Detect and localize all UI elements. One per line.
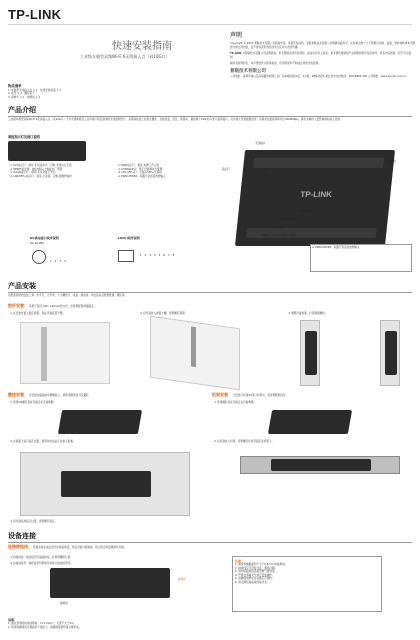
dc-pin-list: [50, 260, 66, 264]
legend-item: ⑧ PWR1/PWR2：双路冗余直流电源输入: [118, 174, 166, 178]
pole-icon: [41, 327, 47, 381]
device-on-wall-icon: [61, 471, 151, 497]
warning-item: 4. 严禁在雷雨天气进行安装操作。: [235, 573, 275, 577]
wall-illustration: [20, 452, 190, 516]
wall-step-1: ① 使用M4螺钉将挂耳固定在设备两侧。: [10, 401, 56, 404]
wall-install-title: 壁挂安装：: [8, 392, 28, 397]
rack-device-illustration: [268, 410, 352, 434]
package-list: [8, 84, 168, 99]
pwr-label: PWR1 (DC 12-48V) / PWR2: [262, 234, 297, 237]
console-label: CONSOLE口: [300, 210, 316, 213]
wall-install-header: [8, 392, 208, 398]
ground-wire-label: 接地线: [60, 602, 68, 605]
dc-ports-title: DC供电接口线序说明: [30, 236, 59, 240]
notes-title: 说明：: [8, 618, 18, 622]
led-label: 指示灯: [222, 168, 230, 171]
lan-pin: 7: [167, 254, 170, 257]
install-tools-text: 可配套使用的安装工具：水平尺、记号笔、十字螺丝刀、电钻、网线钳、冲击钻以及配套胀塞、螺钉等。: [8, 294, 128, 297]
install-title: 产品安装: [8, 282, 412, 293]
ground-title: 连接接地线：: [8, 544, 32, 549]
legend-list-2: [118, 164, 222, 178]
rack-rail-illustration: [240, 456, 400, 474]
pole-step-1: ① 在安装位置上固定抱箍，保证设备底部平整。: [10, 312, 66, 315]
lan-pin: 4: [153, 254, 156, 257]
trademark-text: TP-LINK 为普联技术有限公司注册商标。本手册提及的所有商标，由各自所有人拥有。本手册所提到的产品规格和资讯仅供参考，如有内容更新，恕不另行通知。: [230, 52, 411, 59]
package-item: 3. 保修卡 × 1 · 电源线 × 1: [8, 95, 41, 99]
package-item: 2. 挂耳 × 2 · 螺钉若干: [8, 92, 35, 96]
pole-install-text: 适用于直径为40~120mm的立杆，需使用配套抱箍固定。: [28, 305, 97, 308]
package-item: 1. 车载型无线接入点 × 1 · 快速安装指南 × 1: [8, 88, 62, 92]
rack-install-header: [212, 392, 412, 398]
device-mounted-icon: [305, 331, 317, 375]
legend-item: ⑥ CONSOLE口：用于设备调试与管理: [118, 167, 163, 171]
dc-connector-icon: [32, 250, 46, 264]
lan-pin: 3: [149, 254, 151, 257]
device-front-view: [8, 141, 86, 161]
pole-illustration-2: [150, 316, 240, 391]
lan-label: 10G LAN口: [270, 226, 284, 229]
wall-step-3: ③ 将设备对准钻孔位置，使用螺钉固定。: [10, 520, 58, 523]
pole-step-2: ② 将设备挂入抱箍卡槽，使用螺钉锁紧。: [140, 312, 188, 315]
lan-pin: 1: [140, 254, 142, 257]
legend-item: ④ LAN/SFP+指示灯：常亮-已连接；闪烁-数据传输中: [10, 174, 73, 178]
legend-item: ③ WLAN指示灯：常亮-无线功能已开启: [10, 171, 56, 174]
connect-title: 设备连接: [8, 532, 412, 543]
lan-pin: 8: [172, 254, 175, 257]
pole-illustration-3a: [300, 320, 320, 386]
legend-list: [10, 164, 114, 178]
header-divider: [8, 24, 412, 25]
page-subtitle: 工业级车载型双频Wi-Fi 6无线接入点（双10G口）: [80, 54, 170, 59]
device-mounted-icon: [385, 331, 397, 375]
lan-pin-list: [140, 254, 174, 258]
pole-install-header: [8, 303, 412, 309]
ground-step-2: ② 将接地线另一端连接至机架或车体等已接地的部件。: [10, 562, 73, 565]
warning-box: [232, 556, 382, 612]
ground-text: 设备安装完成后需先连接接地线，保证设备可靠接地，防止雷击等因素损坏设备。: [32, 546, 127, 549]
dc-input-label: DC 12-48V: [30, 242, 44, 245]
panel-title: 面板指示灯及接口说明: [8, 135, 40, 139]
device-in-rack-icon: [271, 459, 371, 471]
rack-install-title: 机架安装：: [212, 392, 232, 397]
device-logo: TP-LINK: [299, 190, 333, 199]
intro-title: 产品介绍: [8, 106, 412, 117]
company-info: 公司地址：深圳市南山区深南路科技园工业厂房24栋南段1层、3-5层、28栋北段1-4层 技术支持热线：400-8863-400 公司网址：www.tp-link.com.cn: [230, 74, 407, 78]
note-text: 除非有特殊约定，本手册仅作为使用指导，所作陈述均不构成任何形式的担保。: [230, 62, 321, 66]
legend-item: ⑤ PWR指示灯：常亮-电源工作正常: [118, 164, 160, 167]
warning-item: 6. 请定期检查接地连接状态。: [235, 580, 270, 584]
warning-title: 注意：: [235, 559, 245, 563]
note-item: 2. 使用屏蔽网线可提高抗干扰能力，请根据现场环境合理布线。: [8, 625, 82, 629]
intro-note-box: [310, 244, 412, 272]
ground-label: 接地柱: [388, 160, 396, 163]
lan-pin: 6: [163, 254, 165, 257]
note-item: 1. 建议使用的接地线规格：3×1.5mm²，长度不大于3m。: [8, 622, 77, 626]
ground-step-1: ① 将接地线一端连接至设备接地柱，并使用螺丝拧紧。: [10, 556, 73, 559]
reset-label: RESET: [262, 168, 271, 171]
sfp-label: 10G SFP+口: [280, 218, 296, 221]
trademark-logo: TP-LINK: [230, 52, 242, 56]
rack-step-2: ② 将设备放入机架，使用螺钉将挂耳固定在机架上。: [214, 440, 275, 443]
pole-install-title: 抱杆安装：: [8, 303, 28, 308]
dc-pin: 1: [50, 260, 52, 263]
page-title: 快速安装指南: [112, 41, 172, 52]
dc-pin: 4: [63, 260, 66, 263]
pole-illustration-3b: [380, 320, 400, 386]
wall-install-text: 可安装在墙面或车厢侧板上，需使用配套挂耳及螺钉。: [28, 394, 92, 397]
warning-item: 1. 请使用横截面积不小于2.5mm²的接地线。: [235, 563, 288, 567]
package-title: 物品清单: [8, 84, 22, 88]
company-name: 普联技术有限公司: [230, 68, 266, 74]
pole-icon: [191, 326, 196, 367]
intro-note-text: ⑧ PWR1/PWR2：双路冗余直流电源输入: [312, 246, 360, 249]
dc-pin: 3: [59, 260, 61, 263]
pole-step-3: ③ 调整设备角度，拧紧抱箍螺丝。: [288, 312, 328, 315]
dc-pin: 2: [54, 260, 57, 263]
statement-title: 声明: [230, 32, 243, 39]
pole-illustration-1: [20, 322, 110, 384]
lan-pin: 5: [158, 254, 161, 257]
rack-install-text: 可安装于标准19英寸机架中，需使用配套挂耳。: [232, 394, 289, 397]
ground-post-label: 接地柱: [178, 578, 186, 581]
lan-pin: 2: [144, 254, 147, 257]
ground-device-illustration: [50, 568, 170, 598]
wall-step-2: ② 在墙面上标记钻孔位置，使用冲击钻钻孔并装入胀塞。: [10, 440, 76, 443]
rj45-connector-icon: [118, 250, 134, 262]
legend-item: ① SYS指示灯：常亮-系统启动中；闪烁-系统运行正常: [10, 164, 72, 167]
device-main-view: [235, 150, 395, 246]
brand-logo: TP-LINK: [8, 7, 62, 22]
statement-block: [230, 32, 416, 78]
warning-item: 2. 接地线应尽量短且直，避免打圈。: [235, 566, 278, 570]
wall-device-illustration: [58, 410, 142, 434]
rack-step-1: ① 使用螺钉将挂耳固定在设备两侧。: [214, 401, 257, 404]
warning-item: 5. 请确保电源电压在额定范围内。: [235, 577, 275, 581]
warning-item: 3. 请勿将接地线连接至燃气管道等。: [235, 570, 278, 574]
legend-item: ⑦ 10G SFP+口：可插入SFP+光模块: [118, 171, 162, 174]
legend-item: ② RESET复位键：按住5秒以上恢复出厂设置: [10, 167, 63, 171]
antenna-label: 天线接口: [255, 142, 266, 145]
statement-text: Copyright © 2023 普联技术有限公司版权所有，保留所有权利。未经普联技术有限公司明确书面许可，任何单位或个人不得擅自仿制、复制、誊抄或转译本手册部分或全部内容，且不得以营利为目的进行任何方式的传播。: [230, 42, 416, 49]
device-top-ridge: [253, 158, 384, 168]
ground-header: [8, 544, 412, 550]
notes-block: [8, 618, 412, 629]
intro-text: 工业级车载型双频Wi-Fi 6无线接入点（双10G口）专为交通车载及工业环境下稳定高速的无线组网设计，采用高性能工业级元器件，支持宽温、宽压、防震动，提供两个10G电口/光口复用接口，可实现大带宽数据回传；双频并发最高速率可达3000Mbps，满足车厢内大量终端同时接入需求。: [8, 118, 343, 121]
lan-ports-title: LAN口线序说明: [118, 236, 140, 240]
